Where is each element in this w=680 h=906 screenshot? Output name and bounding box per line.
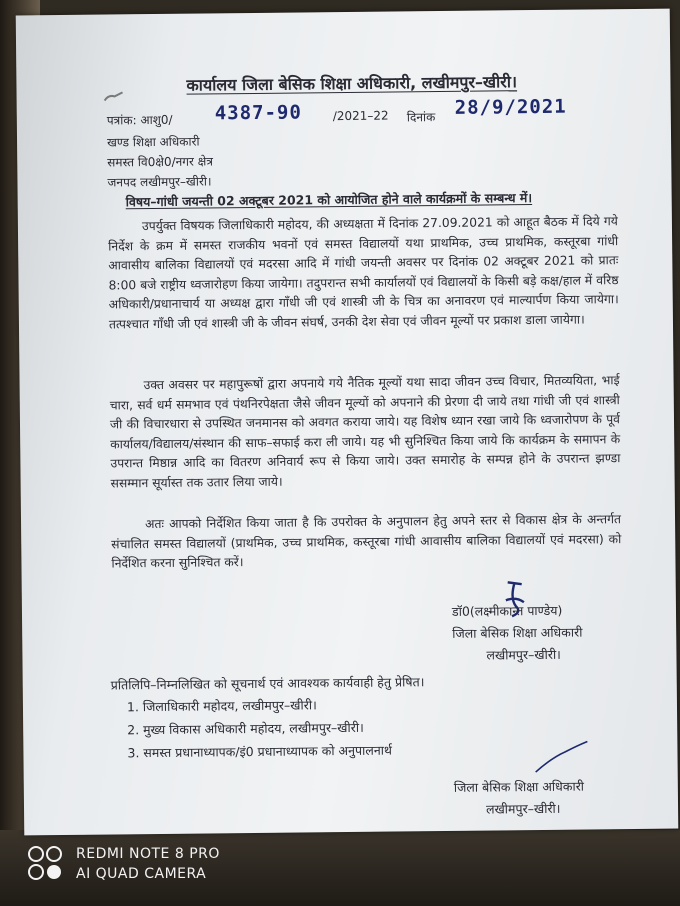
copy-to-intro: प्रतिलिपि–निम्नलिखित को सूचनार्थ एवं आवश्यक कार्यवाही हेतु प्रेषित। <box>110 674 425 693</box>
copy-to-item: 1. जिलाधिकारी महोदय, लखीमपुर–खीरी। <box>126 697 317 715</box>
recipient-line: समस्त वि0क्षे0/नगर क्षेत्र <box>107 154 214 170</box>
recipient-line: जनपद लखीमपुर–खीरी। <box>107 174 212 190</box>
subject-line: विषय–गांधी जयन्ती 02 अक्टूबर 2021 को आयोजित होने वाले कार्यक्रमों के सम्बन्ध में। <box>125 190 533 210</box>
watermark-line: AI QUAD CAMERA <box>76 866 207 882</box>
body-paragraph: उपर्युक्त विषयक जिलाधिकारी महोदय, की अध्यक्षता में दिनांक 27.09.2021 को आहूत बैठक में दिये गये निर्देश के क्रम में समस्त राजकीय भवनों एवं समस्त विद्यालयों यथा प्राथमिक, उच्च प्राथमिक, कस्तूरबा गांधी आवासीय बालिका विद्यालयों एवं मदरसा आदि में गांधी जयन्ती अवसर पर दिनांक 02 अक्टूबर 2021 को प्रातः 8:00 बजे राष्ट्रीय ध्वजारोहण किया जायेगा। तदुपरान्त सभी कार्यालयों एवं विद्यालयों के किसी बड़े कक्ष/हाल में वरिष्ठ अधिकारी/प्रधानाचार्य या अध्यक्ष द्वारा गाँधी जी एवं शास्त्री जी के चित्र का अनावरण एवं माल्यार्पण किया जायेगा। तत्पश्चात गाँधी जी एवं शास्त्री जी के जीवन संघर्ष, उनकी देश सेवा एवं जीवन मूल्यों पर प्रकाश डाला जायेगा। <box>108 214 619 332</box>
second-designation: जिला बेसिक शिक्षा अधिकारी <box>453 778 585 795</box>
date-label: दिनांक <box>406 110 436 125</box>
ref-number: 4387-90 <box>214 101 302 125</box>
recipient-line: खण्ड शिक्षा अधिकारी <box>106 134 200 150</box>
watermark-line: REDMI NOTE 8 PRO <box>76 846 220 862</box>
body-paragraph: अतः आपको निर्देशित किया जाता है कि उपरोक्त के अनुपालन हेतु अपने स्तर से विकास क्षेत्र के अन्तर्गत संचालित समस्त विद्यालयों (प्राथमिक, उच्च प्राथमिक, कस्तूरबा गांधी आवासीय बालिका विद्यालयों एवं मदरसा) को निर्देशित करना सुनिश्चित करें। <box>111 512 622 571</box>
pen-mark-icon <box>103 90 127 104</box>
copy-to-item: 2. मुख्य विकास अधिकारी महोदय, लखीमपुर–खीरी। <box>127 719 364 738</box>
initials-mark <box>531 737 591 778</box>
office-heading: कार्यालय जिला बेसिक शिक्षा अधिकारी, लखीमपुर–खीरी। <box>186 72 518 95</box>
signatory-place: लखीमपुर–खीरी। <box>486 646 561 663</box>
signatory-name: डॉ0(लक्ष्मीकान्त पाण्डेय) <box>451 602 563 619</box>
second-place: लखीमपुर–खीरी। <box>485 800 561 817</box>
ref-year: /2021–22 <box>332 108 389 124</box>
camera-watermark <box>76 844 220 884</box>
signatory-designation: जिला बेसिक शिक्षा अधिकारी <box>452 624 583 641</box>
date-value: 28/9/2021 <box>454 95 567 119</box>
copy-to-item: 3. समस्त प्रधानाध्यापक/इं0 प्रधानाध्यापक को अनुपालनार्थ <box>127 742 393 761</box>
ref-prefix: पत्रांक: आशु0/ <box>106 112 173 128</box>
camera-logo-icon <box>26 845 66 881</box>
body-paragraph: उक्त अवसर पर महापुरूषों द्वारा अपनाये गये नैतिक मूल्यों यथा सादा जीवन उच्च विचार, मितव्ययिता, भाई चारा, सर्व धर्म समभाव एवं पंथनिरपेक्षता जैसे जीवन मूल्यों को अपनाने की प्रेरणा दी जाये तथा गांधी जी एवं शास्त्री जी की विचारधारा से उपस्थित जनमानस को अवगत कराया जाये। यह विशेष ध्यान रखा जाये कि ध्वजारोपण के पूर्व कार्यालय/विद्यालय/संस्थान की साफ–सफाई करा ली जाये। यह भी सुनिश्चित किया जाये कि कार्यक्रम के समापन के उपरान्त मिष्ठान्न आदि का वितरण अनिवार्य रूप से किया जाये। उक्त समारोह के सम्पन्न होने के उपरान्त झण्डा ससम्मान सूर्यास्त तक उतार लिया जाये। <box>109 373 621 491</box>
letter-paper <box>16 9 679 836</box>
